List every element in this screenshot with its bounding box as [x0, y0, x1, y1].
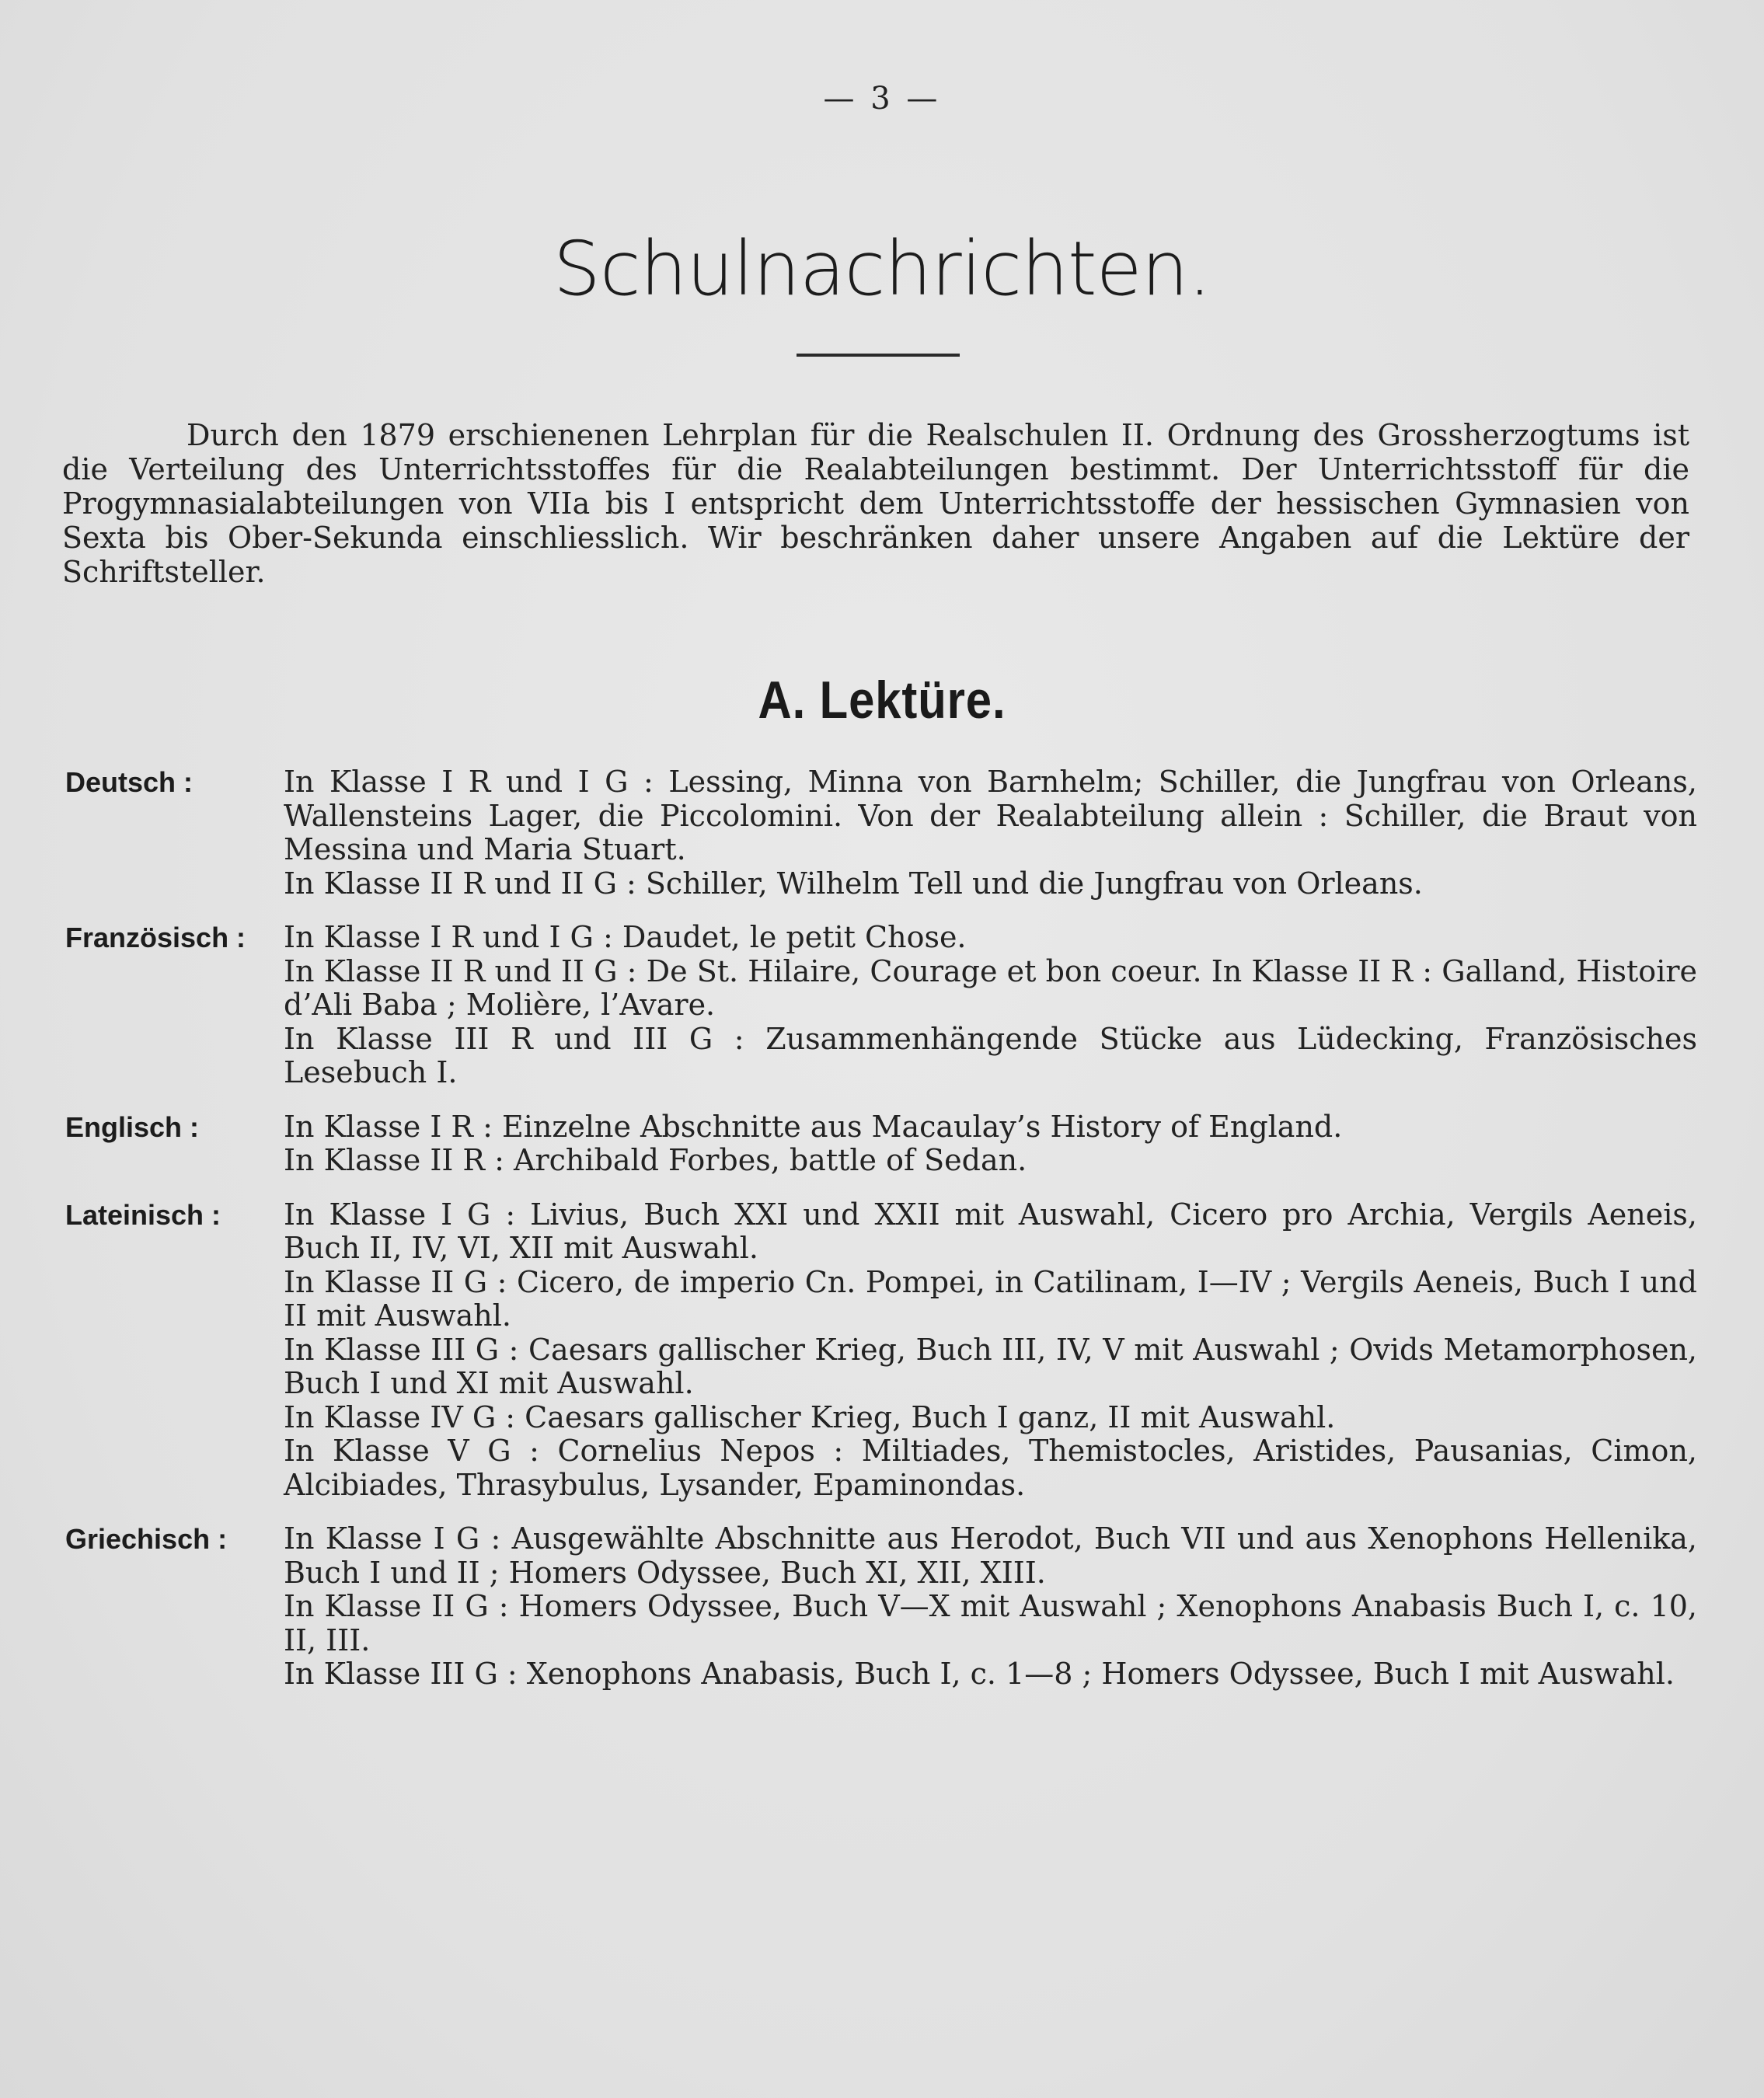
subject-griechisch [65, 1522, 1697, 1692]
intro-paragraph [62, 418, 1689, 589]
intro-rest: die Verteilung des Unterrichtsstoffes für die Realabteilungen bestimmt. Der Unterrichtsstoff für die Progymnasialabteilungen von VIIa bis I entspricht dem Unterrichtsstoffe der hessischen Gymnasien von Sexta bis Ober-Sekunda einschliesslich. Wir beschränken daher unsere Angaben auf die Lektüre der Schriftsteller. [62, 452, 1689, 589]
reading-list [65, 765, 1697, 1712]
subject-entries [284, 1522, 1697, 1692]
subject-label: Französisch : [65, 922, 246, 953]
list-item: In Klasse I G : Livius, Buch XXI und XXII mit Auswahl, Cicero pro Archia, Vergils Aeneis, Buch II, IV, VI, XII mit Auswahl. [284, 1197, 1697, 1265]
list-item: In Klasse V G : Cornelius Nepos : Miltiades, Themistocles, Aristides, Pausanias, Cimon, Alcibiades, Thrasybulus, Lysander, Epaminondas. [284, 1434, 1697, 1502]
intro-first-line: Durch den 1879 erschienenen Lehrplan für die Realschulen II. Ordnung des Grossherzogtums ist [187, 418, 1689, 452]
subject-entries [284, 1110, 1697, 1178]
subject-label: Lateinisch : [65, 1198, 221, 1231]
list-item: In Klasse II G : Cicero, de imperio Cn. Pompei, in Catilinam, I—IV ; Vergils Aeneis, Buch I und II mit Auswahl. [284, 1264, 1697, 1333]
subject-deutsch [65, 765, 1697, 901]
list-item: In Klasse I R und I G : Daudet, le petit Chose. [284, 920, 967, 954]
list-item: In Klasse II R und II G : Schiller, Wilhelm Tell und die Jungfrau von Orleans. [284, 866, 1423, 901]
subject-label: Englisch : [65, 1110, 200, 1143]
list-item: In Klasse III G : Caesars gallischer Krieg, Buch III, IV, V mit Auswahl ; Ovids Metamorphosen, Buch I und XI mit Auswahl. [284, 1332, 1697, 1400]
list-item: In Klasse I G : Ausgewählte Abschnitte aus Herodot, Buch VII und aus Xenophons Hellenika, Buch I und II ; Homers Odyssee, Buch XI, XII, XIII. [284, 1521, 1697, 1590]
list-item: In Klasse III G : Xenophons Anabasis, Buch I, c. 1—8 ; Homers Odyssee, Buch I mit Auswahl. [284, 1657, 1675, 1691]
subject-franzoesisch [65, 921, 1697, 1090]
subject-label: Deutsch : [65, 766, 193, 798]
list-item: In Klasse III R und III G : Zusammenhängende Stücke aus Lüdecking, Französisches Lesebuch I. [284, 1021, 1697, 1089]
subject-entries [284, 1198, 1697, 1503]
title-divider [797, 354, 960, 357]
list-item: In Klasse IV G : Caesars gallischer Krieg, Buch I ganz, II mit Auswahl. [284, 1399, 1336, 1434]
subject-entries [284, 765, 1697, 901]
list-item: In Klasse I R : Einzelne Abschnitte aus Macaulay’s History of England. [284, 1109, 1343, 1144]
page-number: — 3 — [823, 81, 941, 117]
subject-englisch [65, 1110, 1697, 1178]
list-item: In Klasse II G : Homers Odyssee, Buch V—X mit Auswahl ; Xenophons Anabasis Buch I, c. 10, II, III. [284, 1589, 1697, 1657]
subject-label: Griechisch : [65, 1523, 228, 1555]
section-heading: A. Lektüre. [758, 671, 1006, 730]
list-item: In Klasse II R und II G : De St. Hilaire, Courage et bon coeur. In Klasse II R : Galland, Histoire d’Ali Baba ; Molière, l’Avare. [284, 953, 1697, 1022]
subject-entries [284, 921, 1697, 1090]
list-item: In Klasse II R : Archibald Forbes, battle of Sedan. [284, 1143, 1027, 1177]
page-title: Schulnachrichten. [553, 225, 1211, 312]
list-item: In Klasse I R und I G : Lessing, Minna von Barnhelm; Schiller, die Jungfrau von Orleans, Wallensteins Lager, die Piccolomini. Von der Realabteilung allein : Schiller, die Braut von Messina und Maria Stuart. [284, 765, 1697, 866]
subject-lateinisch [65, 1198, 1697, 1503]
